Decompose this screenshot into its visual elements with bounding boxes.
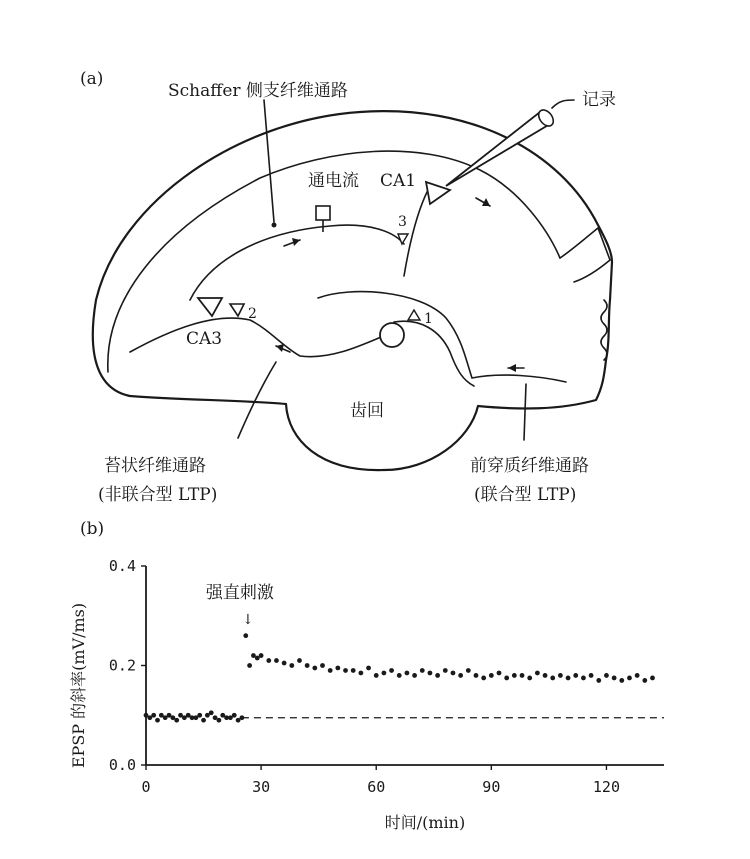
ca3-label: CA3	[186, 329, 223, 349]
data-point	[650, 676, 655, 681]
data-point	[520, 673, 525, 678]
data-point	[247, 663, 252, 668]
x-tick-label: 60	[367, 778, 386, 796]
data-point	[504, 676, 509, 681]
data-point	[596, 678, 601, 683]
data-point	[550, 676, 555, 681]
stimulating-electrode	[316, 206, 330, 232]
ca3-neuron-small	[230, 304, 244, 316]
ca1-label: CA1	[380, 171, 417, 191]
ca3-neuron-large	[198, 298, 222, 316]
data-point	[243, 633, 248, 638]
data-point	[566, 676, 571, 681]
mossy-leader	[238, 362, 276, 438]
mossy-label: 苔状纤维通路	[104, 456, 206, 476]
data-point	[573, 673, 578, 678]
x-tick-label: 30	[252, 778, 271, 796]
data-point	[481, 676, 486, 681]
y-tick-label: 0.4	[108, 557, 136, 575]
stimulus-label: 强直刺激	[205, 583, 274, 603]
data-point	[535, 671, 540, 676]
granule-cell	[380, 323, 404, 347]
data-point	[343, 668, 348, 673]
data-point	[589, 673, 594, 678]
site-1-label: 1	[424, 311, 433, 327]
panel-b-label: (b)	[80, 519, 105, 539]
data-point	[435, 673, 440, 678]
site-1-neuron	[408, 310, 420, 320]
ca1-layer	[404, 190, 428, 276]
y-axis-title: EPSP 的斜率(mV/ms)	[69, 602, 88, 769]
slice-wavy-edge	[601, 300, 607, 360]
schaffer-label: Schaffer 侧支纤维通路	[168, 81, 348, 101]
data-point	[335, 666, 340, 671]
data-point	[558, 673, 563, 678]
data-point	[328, 668, 333, 673]
y-tick-label: 0.0	[108, 756, 136, 774]
data-point	[443, 668, 448, 673]
record-label: 记录	[582, 90, 616, 110]
perforant-sub: (联合型 LTP)	[474, 485, 577, 505]
x-tick-label: 120	[592, 778, 620, 796]
data-point	[627, 676, 632, 681]
data-point	[389, 668, 394, 673]
data-point	[174, 718, 179, 723]
data-point	[412, 673, 417, 678]
mossy-sub: (非联合型 LTP)	[98, 485, 218, 505]
data-point	[274, 658, 279, 663]
data-point	[240, 715, 245, 720]
ca-pyramidal-arch	[190, 225, 404, 300]
data-point	[512, 673, 517, 678]
data-point	[420, 668, 425, 673]
data-point	[474, 673, 479, 678]
data-point	[312, 666, 317, 671]
data-point	[527, 676, 532, 681]
data-point	[451, 671, 456, 676]
data-point	[320, 663, 325, 668]
data-point	[232, 713, 237, 718]
x-axis-title: 时间/(min)	[384, 813, 466, 832]
dentate-arch-outer	[318, 292, 566, 382]
data-point	[619, 678, 624, 683]
data-point	[497, 671, 502, 676]
data-point	[543, 673, 548, 678]
y-tick-label: 0.2	[108, 656, 136, 675]
data-point	[197, 713, 202, 718]
data-point	[351, 668, 356, 673]
recording-electrode	[446, 100, 574, 186]
data-point	[635, 673, 640, 678]
data-point	[612, 676, 617, 681]
perforant-leader	[524, 384, 526, 440]
stimulus-arrow-icon: ↓	[242, 612, 254, 628]
data-point	[282, 661, 287, 666]
site-3-label: 3	[398, 214, 407, 230]
data-point	[381, 671, 386, 676]
dentate-arch-inner	[394, 321, 474, 386]
data-point	[155, 718, 160, 723]
schaffer-leader	[264, 100, 274, 222]
data-point	[305, 663, 310, 668]
data-point	[405, 671, 410, 676]
data-point	[201, 718, 206, 723]
dentate-label: 齿回	[350, 401, 384, 421]
perforant-flap	[560, 228, 610, 282]
site-2-label: 2	[248, 306, 257, 322]
data-point	[397, 673, 402, 678]
perforant-label: 前穿质纤维通路	[470, 456, 589, 476]
data-point	[266, 658, 271, 663]
current-label: 通电流	[308, 171, 359, 191]
site-3-neuron	[398, 234, 408, 244]
x-tick-label: 0	[141, 778, 151, 796]
data-point	[259, 653, 264, 658]
data-point	[604, 673, 609, 678]
data-point	[289, 663, 294, 668]
data-point	[297, 658, 302, 663]
mossy-fiber-line	[130, 318, 388, 357]
data-point	[209, 710, 214, 715]
panel-a-label: (a)	[80, 69, 104, 89]
x-tick-label: 90	[482, 778, 501, 796]
data-point	[489, 673, 494, 678]
data-point	[466, 668, 471, 673]
ltp-chart	[69, 557, 664, 832]
data-point	[366, 666, 371, 671]
data-point	[374, 673, 379, 678]
data-point	[642, 678, 647, 683]
data-point	[428, 671, 433, 676]
data-point	[217, 718, 222, 723]
data-point	[151, 713, 156, 718]
data-point	[581, 676, 586, 681]
data-point	[358, 671, 363, 676]
data-point	[458, 673, 463, 678]
